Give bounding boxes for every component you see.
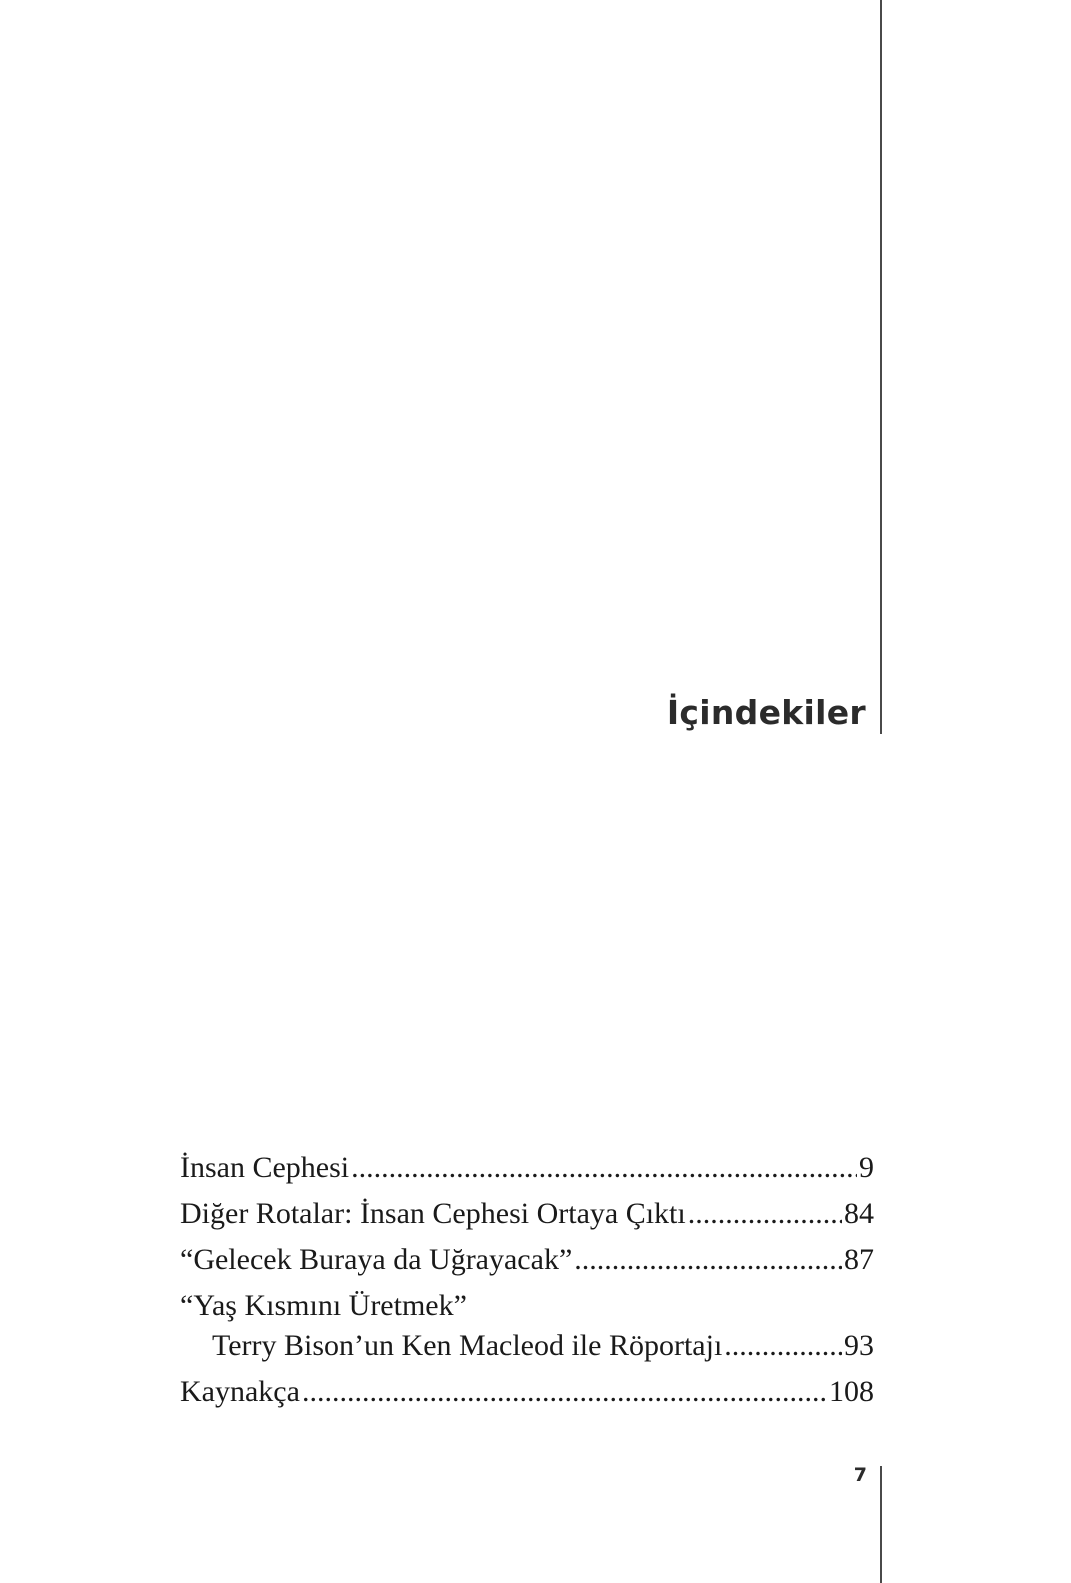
toc-entry-title-line1: “Yaş Kısmını Üretmek” [180,1289,467,1322]
margin-rule-bottom [880,1466,882,1583]
toc-entry-title: Terry Bison’un Ken Macleod ile Röportajı [212,1329,723,1362]
toc-entry[interactable] [180,1194,874,1234]
toc-entry-title: Diğer Rotalar: İnsan Cephesi Ortaya Çıktı [180,1197,686,1230]
toc-entry[interactable] [180,1372,874,1412]
dot-leader [351,1148,857,1188]
dot-leader [574,1240,842,1280]
toc-entry-page: 87 [844,1243,874,1276]
margin-rule-top [880,0,882,734]
page-title: İçindekiler [666,693,866,732]
toc-entry-title: İnsan Cephesi [180,1151,350,1184]
toc-entry-title: Kaynakça [180,1375,300,1408]
toc-entry[interactable] [180,1286,874,1366]
dot-leader [302,1372,827,1412]
toc-entry-page: 9 [859,1151,874,1184]
toc-entry[interactable] [180,1240,874,1280]
toc-entry-page: 108 [829,1375,874,1408]
toc-entry-page: 84 [844,1197,874,1230]
toc-entry-title: “Gelecek Buraya da Uğrayacak” [180,1243,573,1276]
toc-entry-page: 93 [844,1329,874,1362]
dot-leader [688,1194,842,1234]
table-of-contents [180,1148,874,1418]
dot-leader [724,1326,842,1366]
toc-entry[interactable] [180,1148,874,1188]
page-number: 7 [853,1464,867,1486]
